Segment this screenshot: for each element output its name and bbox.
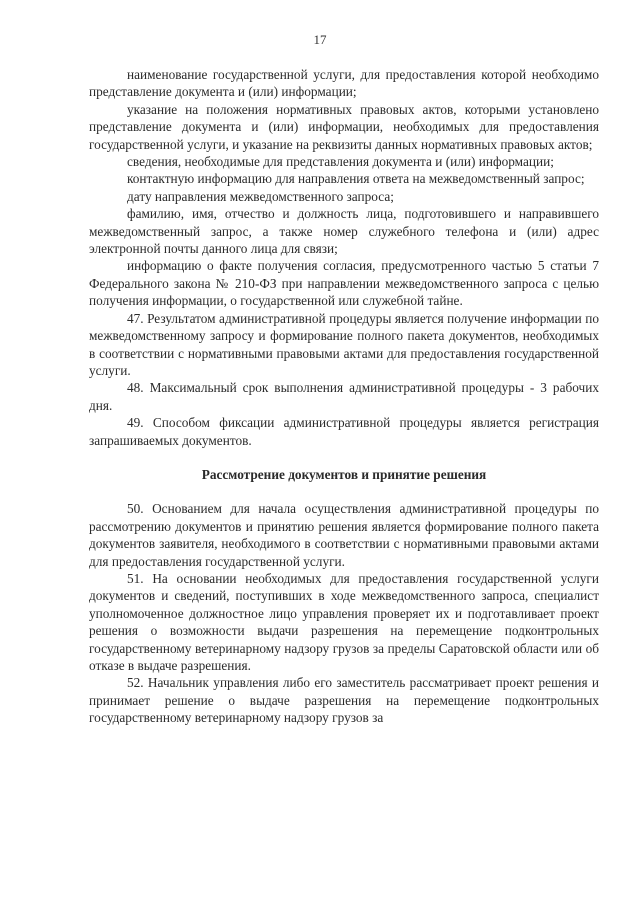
paragraph: информацию о факте получения согласия, предусмотренного частью 5 статьи 7 Федерального закона № 210-ФЗ при направлении межведомственного запроса с целью получения информации, о государственной или служебной тайне. [89, 258, 599, 309]
paragraph: контактную информацию для направления ответа на межведомственный запрос; [127, 171, 585, 187]
section-heading: Рассмотрение документов и принятие решения [201, 466, 487, 482]
paragraph: фамилию, имя, отчество и должность лица, подготовившего и направившего межведомственный запрос, а также номер служебного телефона и (или) адрес электронной почты данного лица для связи; [89, 206, 599, 257]
paragraph: 51. На основании необходимых для предоставления государственной услуги документов и сведений, поступивших в ходе межведомственного запроса, специалист уполномоченное должностное лицо управления проверяет их и подготавливает проект решения о возможности выдачи разрешения на перемещение подконтрольных государственному ветеринарному надзору грузов за пределы Саратовской области или об отказе в выдаче разрешения. [89, 570, 599, 673]
paragraph: 48. Максимальный срок выполнения административной процедуры - 3 рабочих дня. [89, 380, 599, 413]
paragraph: сведения, необходимые для представления документа и (или) информации; [127, 154, 554, 170]
paragraph: 49. Способом фиксации административной процедуры является регистрация запрашиваемых документов. [89, 415, 599, 448]
paragraph: дату направления межведомственного запроса; [127, 188, 394, 204]
page-number: 17 [313, 32, 327, 47]
paragraph: 50. Основанием для начала осуществления административной процедуры по рассмотрению документов и принятию решения является формирование полного пакета документов заявителя, необходимого в соответствии с нормативными правовыми актами для предоставления государственной услуги. [89, 501, 599, 569]
paragraph: наименование государственной услуги, для предоставления которой необходимо представление документа и (или) информации; [89, 67, 599, 100]
paragraph: 52. Начальник управления либо его заместитель рассматривает проект решения и принимает решение о выдаче разрешения на перемещение подконтрольных государственному ветеринарному надзору грузов за [89, 675, 599, 726]
document-body [89, 66, 599, 727]
paragraph: 47. Результатом административной процедуры является получение информации по межведомственному запросу и формирование полного пакета документов, необходимых в соответствии с нормативными правовыми актами для предоставления государственной услуги. [89, 310, 599, 378]
paragraph: указание на положения нормативных правовых актов, которыми установлено представление документа и (или) информации, необходимых для предоставления государственной услуги, и указание на реквизиты данных нормативных правовых актов; [89, 101, 599, 152]
